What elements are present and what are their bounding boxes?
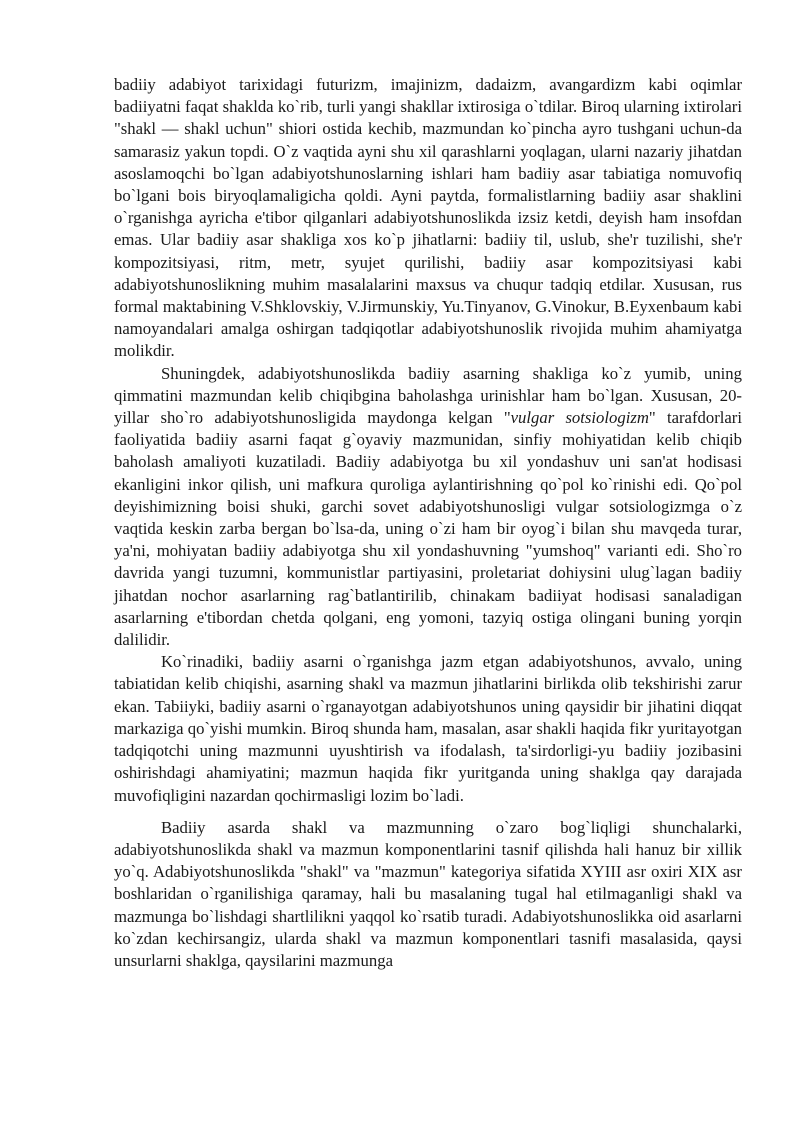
- paragraph-text: Badiiy asarda shakl va mazmunning o`zaro bog`liqligi shunchalarki, adabiyotshunoslikda shakl va mazmun komponentlarini tasnif qilishda hali hanuz bir xillik yo`q. Adabiyotshunoslikda "shakl" va "mazmun" kategoriya sifatida XYIII asr oxiri XIX asr boshlaridan o`rganilishiga qaramay, hali bu masalaning tugal hal etilmaganligi shakl va mazmunga bo`lishdagi shartlilikni yaqqol ko`rsatib turadi. Adabiyotshunoslikka oid asarlarni ko`zdan kechirsangiz, ularda shakl va mazmun komponentlari tasnifi masalasida, qaysi unsurlarni shaklga, qaysilarini mazmunga: [114, 817, 742, 970]
- paragraph-text: Ko`rinadiki, badiiy asarni o`rganishga jazm etgan adabiyotshunos, avvalo, uning tabiatidan kelib chiqishi, asarning shakl va mazmun jihatlarini birlikda olib tekshirishi zarur ekan. Tabiiyki, badiiy asarni o`rganayotgan adabiyotshunos uning qaysidir bir jihatini diqqat markaziga qo`yishi mumkin. Biroq shunda ham, masalan, asar shakli haqida fikr yuritayotgan tadqiqotchi uning mazmunni uyushtirish va ifodalash, ta'sirdorligi-yu badiiy jozibasini oshirishdagi ahamiyatini; mazmun haqida fikr yuritganda uning shaklga qay darajada muvofiqligini nazardan qochirmasligi lozim bo`ladi.: [114, 652, 742, 805]
- paragraph-text: badiiy adabiyot tarixidagi futurizm, imajinizm, dadaizm, avangardizm kabi oqimlar badiiyatni faqat shaklda ko`rib, turli yangi shakllar ixtirosiga o`tdilar. Biroq ularning ixtirolari "shakl — shakl uchun" shiori ostida kechib, mazmundan ko`pincha ayro tushgani uchun-da samarasiz yakun topdi. O`z vaqtida ayni shu xil qarashlarni yoqlagan, ularni nazariy jihatdan asoslamoqchi bo`lgan adabiyotshunoslarning ishlari ham badiiy asar tabiatiga nomuvofiq bo`lgani bois biryoqlamaligicha qoldi. Ayni paytda, formalistlarning badiiy asar shaklini o`rganishga ayricha e'tibor qilganlari adabiyotshunoslikda izsiz ketdi, deyish ham insofdan emas. Ular badiiy asar shakliga xos ko`p jihatlarni: badiiy til, uslub, she'r tuzilishi, she'r kompozitsiyasi, ritm, metr, syujet qurilishi, badiiy asar kompozitsiyasi kabi adabiyotshunoslikning muhim masalalarini maxsus va chuqur tadqiq etdilar. Xususan, rus formal maktabining V.Shklovskiy, V.Jirmunskiy, Yu.Tinyanov, G.Vinokur, B.Eyxenbaum kabi namoyandalari amalga oshirgan tadqiqotlar adabiyotshunoslik rivojida muhim ahamiyatga molikdir.: [114, 75, 742, 361]
- paragraph-vulgar-sociologism: [114, 363, 742, 652]
- paragraph-conclusion: [114, 651, 742, 806]
- paragraph-continuation: [114, 74, 742, 363]
- document-page: [114, 74, 742, 972]
- italic-term: vulgar sotsiologizm: [510, 408, 649, 428]
- paragraph-text: Shuningdek, adabiyotshunoslikda badiiy asarning shakliga ko`z yumib, uning qimmatini mazmundan kelib chiqibgina baholashga urinishlar ham bo`lgan. Xususan, 20-yillar sho`ro adabiyotshunosligida maydonga kelgan ": [114, 363, 742, 428]
- paragraph-text: " tarafdorlari faoliyatida badiiy asarni faqat g`oyaviy mazmunidan, sinfiy mohiyatidan kelib chiqib baholash amaliyoti kuzatiladi. Badiiy adabiyotga bu xil yondashuv uni san'at hodisasi ekanligini inkor qilish, uni mafkura quroliga aylantirishning qo`pol ko`rinishi edi. Qo`pol deyishimizning boisi shuki, garchi sovet adabiyotshunosligi vulgar sotsiologizmga o`z vaqtida keskin zarba bergan bo`lsa-da, uning o`zi ham bir oyog`i bilan shu mavqeda turar, ya'ni, mohiyatan badiiy adabiyotga shu xil yondashuvning "yumshoq" varianti edi. Sho`ro davrida yangi tuzumni, kommunistlar partiyasini, proletariat dohiysini ulug`lagan badiiy jihatdan nochor asarlarning rag`batlantirilib, chinakam badiiyat hodisasi sanaladigan asarlarning e'tibordan chetda qolgani, eng yomoni, tazyiq ostiga olingani buning yorqin dalilidir.: [114, 408, 742, 650]
- paragraph-form-content: [114, 817, 742, 972]
